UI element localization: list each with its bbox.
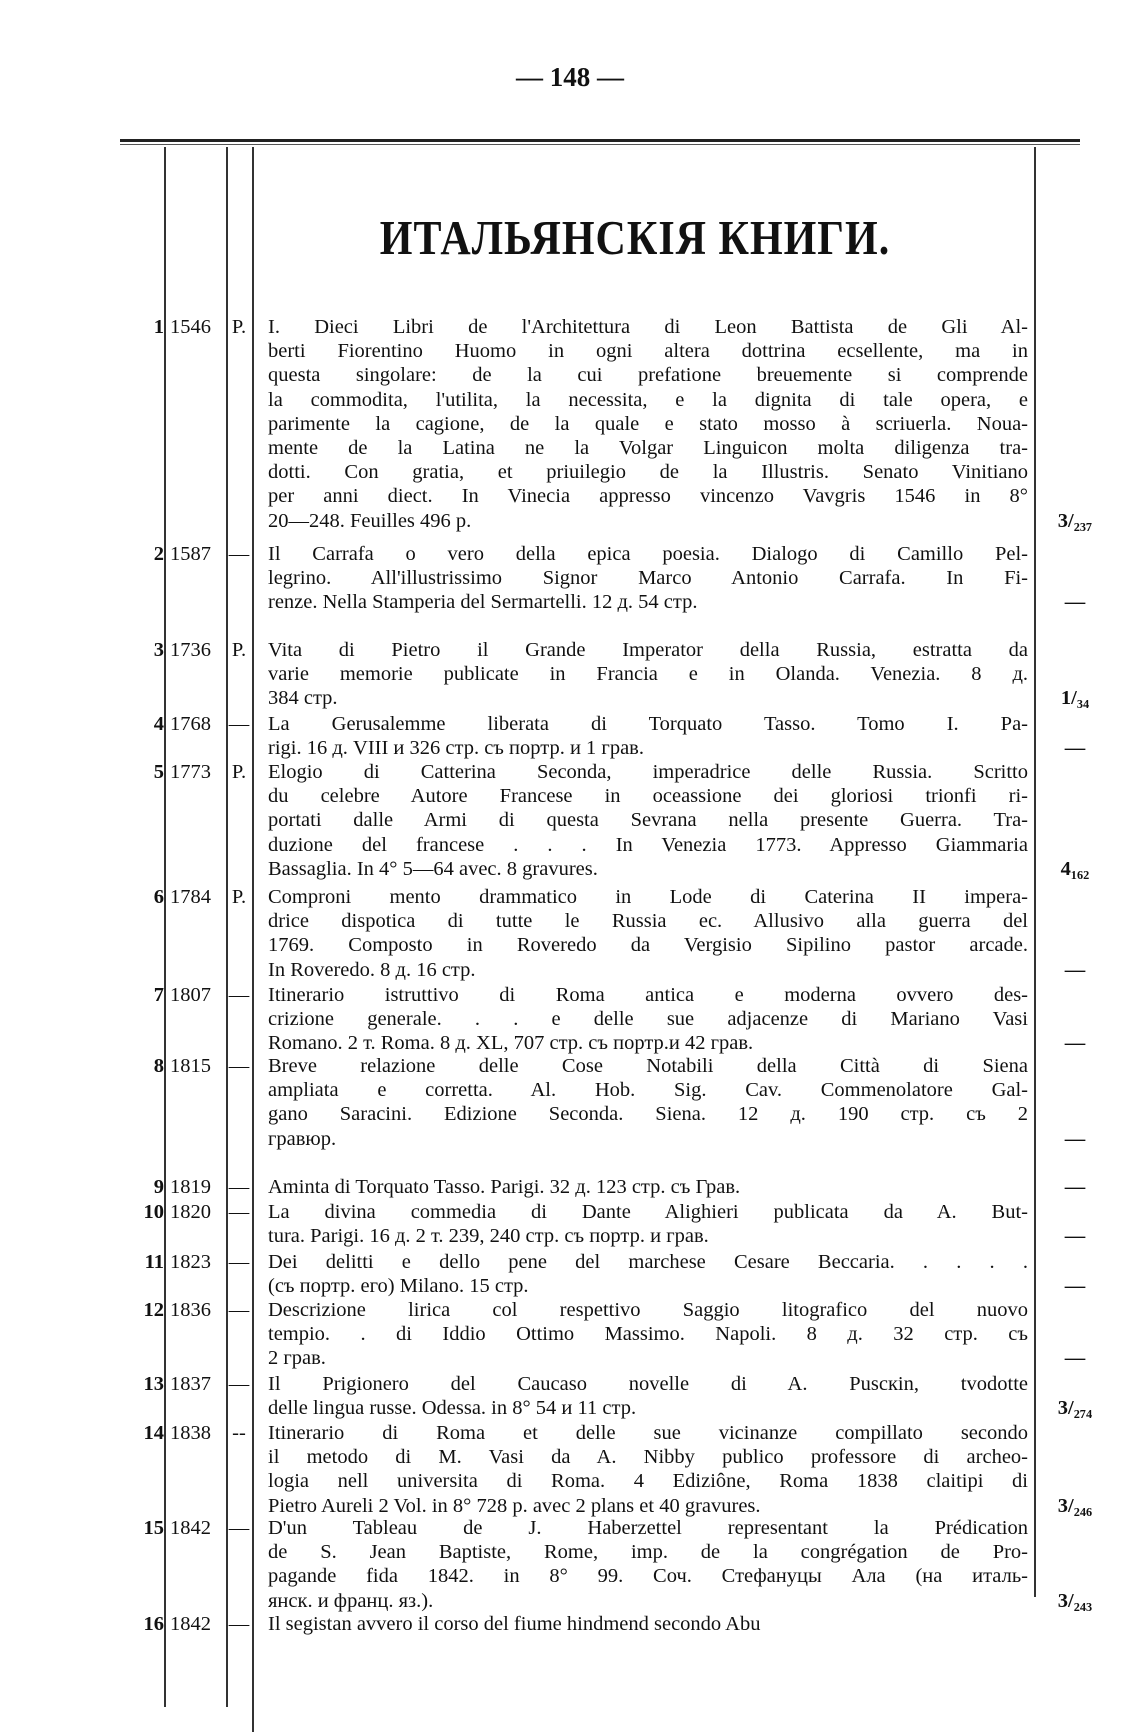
entry-line: pagande fida 1842. in 8° 99. Соч. Стефануцы Ала (на италь-: [268, 1565, 1028, 1588]
entry-description: [268, 1200, 1028, 1248]
entry-number: 16: [143, 1613, 164, 1635]
entry-year: 1837: [170, 1373, 211, 1395]
entry-line: Il Carrafa o vero della epica poesia. Dialogo di Camillo Pel-: [268, 543, 1028, 565]
entry-number: 13: [143, 1373, 164, 1395]
entry-price: 3/₂₄₆: [1057, 1494, 1093, 1517]
entry-year: 1836: [170, 1299, 211, 1321]
entry-number: 11: [144, 1251, 164, 1273]
entry-price: —: [1064, 737, 1086, 760]
entry-line: renze. Nella Stamperia del Sermartelli. 12 д. 54 стр.: [268, 591, 698, 614]
entry-year: 1768: [170, 713, 211, 735]
entry-line: Vita di Pietro il Grande Imperator della Russia, estratta da: [268, 639, 1028, 661]
entry-year: 1842: [170, 1517, 211, 1539]
entry-description: [268, 315, 1028, 533]
entry-mark: —: [228, 1201, 250, 1223]
entry-mark: P.: [231, 639, 247, 661]
entry-line: D'un Tableau de J. Haberzettel representant la Prédication: [268, 1517, 1028, 1539]
entry-line: varie memorie publicate in Francia e in Olanda. Venezia. 8 д.: [268, 663, 1028, 686]
entry-line: Breve relazione delle Cose Notabili della Città di Siena: [268, 1055, 1028, 1077]
entry-number: 7: [153, 984, 164, 1006]
entry-price: —: [1064, 1176, 1086, 1198]
entry-number: 15: [143, 1517, 164, 1539]
entry-year: 1784: [170, 886, 211, 908]
entry-mark: —: [228, 543, 250, 565]
entry-line: 384 стр.: [268, 687, 338, 710]
entry-description: [268, 1175, 1028, 1199]
entry-mark: —: [228, 1613, 250, 1635]
entry-line: duzione del francese . . . In Venezia 1773. Appresso Giammaria: [268, 833, 1028, 856]
entry-description: [268, 1298, 1028, 1371]
entry-description: [268, 1372, 1028, 1420]
entry-price: —: [1064, 1225, 1086, 1248]
entry-description: [268, 638, 1028, 711]
entry-mark: —: [228, 1055, 250, 1077]
entry-line: gano Saracini. Edizione Seconda. Siena. 12 д. 190 стр. съ 2: [268, 1103, 1028, 1126]
entry-price: —: [1064, 1032, 1086, 1055]
entry-line: Il segistan avvero il corso del fiume hindmend secondo Abu: [268, 1613, 761, 1635]
entry-mark: —: [228, 1176, 250, 1198]
entry-line: Comproni mento drammatico in Lode di Caterina II impera-: [268, 886, 1028, 908]
entry-line: crizione generale. . . e delle sue adjacenze di Mariano Vasi: [268, 1008, 1028, 1031]
entry-description: [268, 1516, 1028, 1613]
entry-line: 1769. Composto in Roveredo da Vergisio Sipilino pastor arcade.: [268, 934, 1028, 957]
page-number: — 148 —: [516, 62, 624, 92]
entry-line: 20—248. Feuilles 496 p.: [268, 509, 472, 532]
entry-price: —: [1064, 1275, 1086, 1298]
entry-price: —: [1064, 591, 1086, 614]
entry-description: [268, 760, 1028, 881]
entry-number: 10: [143, 1201, 164, 1223]
entry-price: 1/₃₄: [1060, 687, 1090, 710]
entry-line: янск. и франц. яз.).: [268, 1589, 434, 1612]
entry-number: 6: [153, 886, 164, 908]
entry-year: 1823: [170, 1251, 211, 1273]
entry-line: legrino. All'illustrissimo Signor Marco Antonio Carrafa. In Fi-: [268, 567, 1028, 590]
entry-line: tura. Parigi. 16 д. 2 т. 239, 240 стр. съ портр. и грав.: [268, 1225, 709, 1248]
entry-description: [268, 712, 1028, 760]
entry-line: La divina commedia di Dante Alighieri publicata da A. But-: [268, 1201, 1028, 1223]
entry-mark: P.: [231, 316, 247, 338]
column-line-price: [1034, 147, 1036, 1597]
entry-number: 9: [153, 1176, 164, 1198]
entry-number: 1: [153, 316, 164, 338]
column-line-text: [252, 147, 254, 1732]
entry-line: dotti. Con gratia, et priuilegio de la Illustris. Senato Vinitiano: [268, 461, 1028, 484]
entry-number: 2: [153, 543, 164, 565]
entry-mark: —: [228, 984, 250, 1006]
header-rule-thin: [120, 144, 1080, 145]
entry-line: rigi. 16 д. VIII и 326 стр. съ портр. и 1 грав.: [268, 737, 644, 760]
entry-price: —: [1064, 958, 1086, 981]
entry-line: tempio. . di Iddio Ottimo Massimo. Napoli. 8 д. 32 стр. съ: [268, 1323, 1028, 1346]
entry-line: il metodo di M. Vasi da A. Nibby publico professore di archeo-: [268, 1446, 1028, 1469]
entry-price: 4₁₆₂: [1060, 857, 1090, 880]
entry-year: 1807: [170, 984, 211, 1006]
entry-number: 3: [153, 639, 164, 661]
entry-year: 1820: [170, 1201, 211, 1223]
entry-number: 5: [153, 761, 164, 783]
entry-line: portati dalle Armi di questa Sevrana nella presente Guerra. Tra-: [268, 809, 1028, 832]
entry-year: 1819: [170, 1176, 211, 1198]
entry-line: 2 грав.: [268, 1347, 326, 1370]
entry-price: —: [1064, 1347, 1086, 1370]
entry-line: Romano. 2 т. Roma. 8 д. XL, 707 стр. съ портр.и 42 грав.: [268, 1032, 754, 1055]
entry-line: Descrizione lirica col respettivo Saggio litografico del nuovo: [268, 1299, 1028, 1321]
entry-line: de S. Jean Baptiste, Rome, imp. de la congrégation de Pro-: [268, 1541, 1028, 1564]
entry-line: (съ портр. его) Milano. 15 стр.: [268, 1275, 529, 1298]
entry-price: 3/₂₄₃: [1057, 1589, 1093, 1612]
entry-line: Dei delitti e dello pene del marchese Cesare Beccaria. . . . .: [268, 1251, 1028, 1273]
entry-line: Aminta di Torquato Tasso. Parigi. 32 д. 123 стр. съ Грав.: [268, 1176, 741, 1198]
entry-line: la commodita, l'utilita, la necessita, e la dignita di tale opera, e: [268, 388, 1028, 411]
section-heading: ИТАЛЬЯНСКІЯ КНИГИ.: [379, 212, 891, 266]
entry-line: I. Dieci Libri de l'Architettura di Leon Battista de Gli Al-: [268, 316, 1028, 338]
entry-description: [268, 1421, 1028, 1518]
entry-year: 1815: [170, 1055, 211, 1077]
entry-mark: —: [228, 1251, 250, 1273]
entry-number: 12: [143, 1299, 164, 1321]
entry-line: La Gerusalemme liberata di Torquato Tasso. Tomo I. Pa-: [268, 713, 1028, 735]
entry-line: parimente la cagione, de la quale e stato mosso à scriuerla. Noua-: [268, 412, 1028, 435]
entry-description: [268, 885, 1028, 982]
entry-mark: P.: [231, 761, 247, 783]
entry-line: drice dispotica di tutte le Russia ec. Allusivo alla guerra del: [268, 910, 1028, 933]
entry-line: per anni diect. In Vinecia appresso vincenzo Vavgris 1546 in 8°: [268, 485, 1028, 508]
entry-line: Bassaglia. In 4° 5—64 avec. 8 gravures.: [268, 857, 598, 880]
entry-line: Pietro Aureli 2 Vol. in 8° 728 p. avec 2 plans et 40 gravures.: [268, 1494, 761, 1517]
entry-line: logia nell universita di Roma. 4 Ediziône, Roma 1838 claitipi di: [268, 1470, 1028, 1493]
entry-year: 1546: [170, 316, 211, 338]
entry-line: du celebre Autore Francese in oceassione dei gloriosi trionfi ri-: [268, 785, 1028, 808]
entry-price: —: [1064, 1127, 1086, 1150]
entry-line: гравюр.: [268, 1127, 337, 1150]
entry-year: 1773: [170, 761, 211, 783]
column-line-num: [164, 147, 166, 1707]
entry-mark: —: [228, 1299, 250, 1321]
header-rule: [120, 139, 1080, 142]
entry-year: 1736: [170, 639, 211, 661]
entry-year: 1587: [170, 543, 211, 565]
column-line-year: [226, 147, 228, 1707]
entry-number: 8: [153, 1055, 164, 1077]
entry-line: Elogio di Catterina Seconda, imperadrice delle Russia. Scritto: [268, 761, 1028, 783]
entry-number: 4: [153, 713, 164, 735]
entry-line: ampliata e corretta. Al. Hob. Sig. Cav. Commenolatore Gal-: [268, 1079, 1028, 1102]
entry-mark: --: [232, 1422, 246, 1444]
entry-line: berti Fiorentino Huomo in ogni altera dottrina ecsellente, ma in: [268, 340, 1028, 363]
entry-number: 14: [143, 1422, 164, 1444]
entry-description: [268, 1612, 1028, 1636]
entry-line: questa singolare: de la cui prefatione breuemente si comprende: [268, 364, 1028, 387]
entry-year: 1842: [170, 1613, 211, 1635]
entry-line: In Roveredo. 8 д. 16 стр.: [268, 958, 476, 981]
entry-mark: —: [228, 713, 250, 735]
entry-description: [268, 542, 1028, 615]
entry-description: [268, 1054, 1028, 1151]
entry-mark: P.: [231, 886, 247, 908]
entry-mark: —: [228, 1373, 250, 1395]
entry-line: mente de la Latina ne la Volgar Linguicon molta diligenza tra-: [268, 437, 1028, 460]
entry-price: 3/₂₃₇: [1057, 509, 1093, 532]
entry-line: Il Prigionero del Caucaso novelle di A. Puscкin, tvodotte: [268, 1373, 1028, 1395]
entry-description: [268, 983, 1028, 1056]
entry-year: 1838: [170, 1422, 211, 1444]
entry-line: delle lingua russe. Odessa. in 8° 54 и 11 стр.: [268, 1397, 637, 1420]
entry-line: Itinerario di Roma et delle sue vicinanze compillato secondo: [268, 1422, 1028, 1444]
entry-description: [268, 1250, 1028, 1298]
entry-line: Itinerario istruttivo di Roma antica e moderna ovvero des-: [268, 984, 1028, 1006]
entry-price: 3/₂₇₄: [1057, 1397, 1093, 1420]
entry-mark: —: [228, 1517, 250, 1539]
